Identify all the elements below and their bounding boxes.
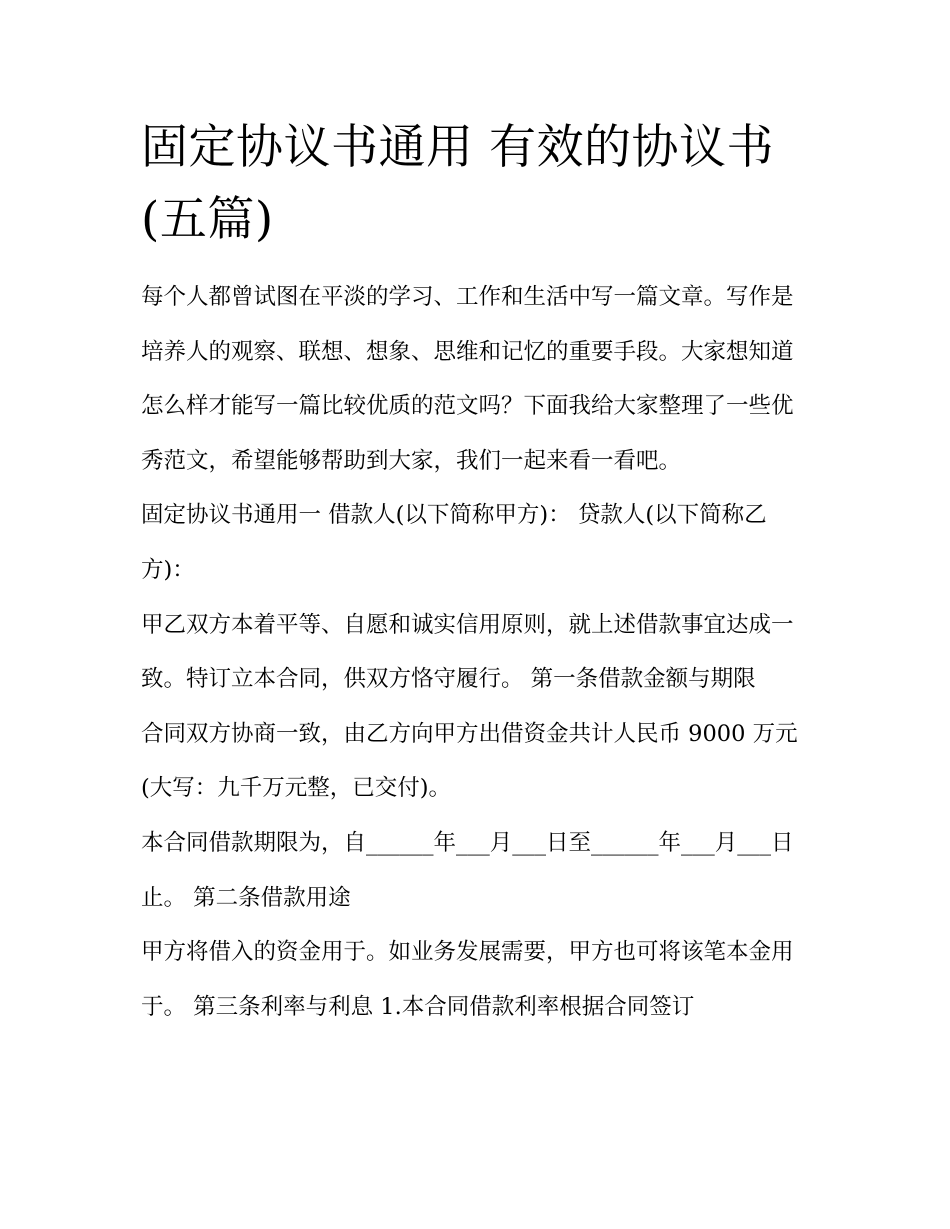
paragraph-parties: 固定协议书通用一 借款人(以下简称甲方)： 贷款人(以下简称乙方)： bbox=[141, 502, 767, 583]
document-title: 固定协议书通用 有效的协议书(五篇) bbox=[141, 120, 774, 247]
paragraph-purpose: 甲方将借入的资金用于。如业务发展需要，甲方也可将该笔本金用于。 第三条利率与利息 1.本合同借款利率根据合同签订 bbox=[141, 939, 794, 1020]
paragraph-agreement: 甲乙双方本着平等、自愿和诚实信用原则，就上述借款事宜达成一致。特订立本合同，供双方恪守履行。 第一条借款金额与期限 bbox=[141, 611, 794, 693]
paragraph-intro: 每个人都曾试图在平淡的学习、工作和生活中写一篇文章。写作是培养人的观察、联想、想象、思维和记忆的重要手段。大家想知道怎么样才能写一篇比较优质的范文吗？下面我给大家整理了一些优秀范文，希望能够帮助到大家，我们一起来看一看吧。 bbox=[141, 284, 794, 474]
paragraph-term: 本合同借款期限为，自______年___月___日至______年___月___日止。 第二条借款用途 bbox=[141, 829, 794, 911]
paragraph-amount: 合同双方协商一致，由乙方向甲方出借资金共计人民币 9000 万元(大写：九千万元整，已交付)。 bbox=[141, 720, 798, 802]
document-page bbox=[141, 112, 813, 1034]
